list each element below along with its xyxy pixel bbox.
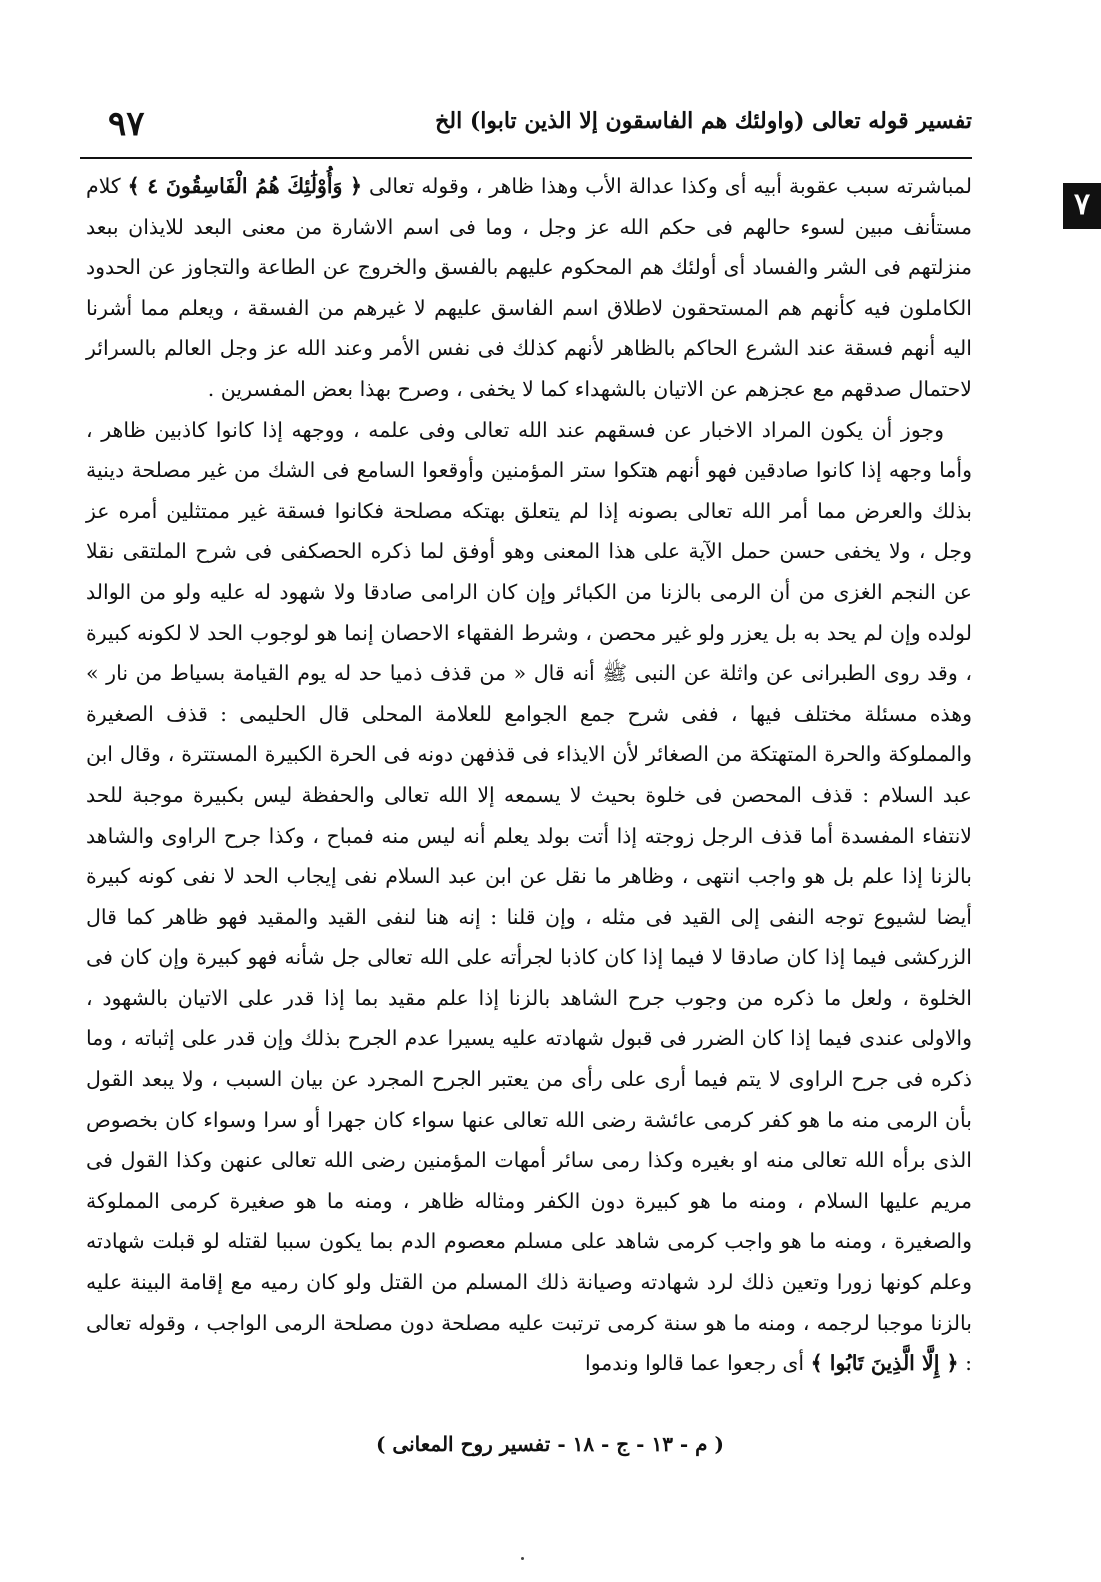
header-title: تفسير قوله تعالى (واولئك هم الفاسقون إلا الذين تابوا) الخ <box>435 108 972 134</box>
chapter-thumb-tab: ٧ <box>1063 183 1101 229</box>
quran-quote: ﴿ إِلَّا الَّذِينَ تَابُوا ﴾ <box>810 1351 959 1376</box>
paragraph-lead: لمباشرته سبب عقوبة أبيه أى وكذا عدالة الأب وهذا ظاهر ، وقوله تعالى <box>362 174 972 198</box>
header-rule <box>80 157 972 159</box>
printer-signature: ( م - ١٣ - ج - ١٨ - تفسير روح المعانى ) <box>376 1432 724 1456</box>
body-text <box>86 166 972 1384</box>
page-number: ٩٧ <box>108 104 145 144</box>
paragraph <box>86 410 972 1384</box>
paragraph <box>86 166 972 410</box>
paragraph-text: وجوز أن يكون المراد الاخبار عن فسقهم عند الله تعالى وفى علمه ، ووجهه إذا كانوا كاذبين ظاهر ، وأما وجهه إذا كانوا صادقين فهو أنهم هتكوا ستر المؤمنين وأوقعوا السامع فى الشك من غير مصلحة دينية بذلك والعرض مما أمر الله تعالى بصونه إذا لم يتعلق بهتكه مصلحة فكانوا فسقة غير ممتثلين أمره عز وجل ، ولا يخفى حسن حمل الآية على هذا المعنى وهو أوفق لما ذكره الحصكفى فى شرح الملتقى نقلا عن النجم الغزى من أن الرمى بالزنا من الكبائر وإن كان الرامى صادقا ولا شهود له عليه ولو من الوالد لولده وإن لم يحد به بل يعزر ولو غير محصن ، وشرط الفقهاء الاحصان إنما هو لوجوب الحد لا لكونه كبيرة ، وقد روى الطبرانى عن واثلة عن النبى ﷺ أنه قال « من قذف ذميا حد له يوم القيامة بسياط من نار » وهذه مسئلة مختلف فيها ، ففى شرح جمع الجوامع للعلامة المحلى قال الحليمى : قذف الصغيرة والمملوكة والحرة المتهتكة من الصغائر لأن الايذاء فى قذفهن دونه فى الحرة الكبيرة المستترة ، وقال ابن عبد السلام : قذف المحصن فى خلوة بحيث لا يسمعه إلا الله تعالى والحفظة ليس بكبيرة موجبة للحد لانتفاء المفسدة أما قذف الرجل زوجته إذا أتت بولد يعلم أنه ليس منه فمباح ، وكذا جرح الراوى والشاهد بالزنا إذا علم بل هو واجب انتهى ، وظاهر ما نقل عن ابن عبد السلام نفى إيجاب الحد لا نفى كونه كبيرة أيضا لشيوع توجه النفى إلى القيد فى مثله ، وإن قلنا : إنه هنا لنفى القيد والمقيد فهو ظاهر كما قال الزركشى فيما إذا كان صادقا لا فيما إذا كان كاذبا لجرأته على الله تعالى جل شأنه فهو كبيرة وإن كان فى الخلوة ، ولعل ما ذكره من وجوب جرح الشاهد بالزنا إذا علم مقيد بما إذا قدر على الاتيان بالشهود ، والاولى عندى فيما إذا كان الضرر فى قبول شهادته عليه يسيرا عدم الجرح بذلك وإن قدر على إثباته ، وما ذكره فى جرح الراوى لا يتم فيما أرى على رأى من يعتبر الجرح المجرد عن بيان السبب ، ولا يبعد القول بأن الرمى منه ما هو كفر كرمى عائشة رضى الله تعالى عنها سواء كان جهرا أو سرا وسواء كان بخصوص الذى برأه الله تعالى منه او بغيره وكذا رمى سائر أمهات المؤمنين رضى الله تعالى عنهن وكذا القول فى مريم عليها السلام ، ومنه ما هو كبيرة دون الكفر ومثاله ظاهر ، ومنه ما هو صغيرة كرمى المملوكة والصغيرة ، ومنه ما هو واجب كرمى شاهد على مسلم معصوم الدم بما يكون سببا لقتله لو قبلت شهادته وعلم كونها زورا وتعين ذلك لرد شهادته وصيانة ذلك المسلم من القتل ولو كان رميه مع إقامة البينة عليه بالزنا موجبا لرجمه ، ومنه ما هو سنة كرمى ترتبت عليه مصلحة دون مصلحة الرمى الواجب ، وقوله تعالى : <box>86 417 972 1376</box>
print-speck <box>521 1557 524 1560</box>
paragraph-rest: كلام مستأنف مبين لسوء حالهم فى حكم الله عز وجل ، وما فى اسم الاشارة من معنى البعد للايذان ببعد منزلتهم فى الشر والفساد أى أولئك هم المحكوم عليهم بالفسق والخروج عن الطاعة والتجاوز عن الحدود الكاملون فيه كأنهم هم المستحقون لاطلاق اسم الفاسق عليهم لا غيرهم من الفسقة ، ويعلم مما أشرنا اليه أنهم فسقة عند الشرع الحاكم بالظاهر لأنهم كذلك فى نفس الأمر وعند الله عز وجل العالم بالسرائر لاحتمال صدقهم مع عجزهم عن الاتيان بالشهداء كما لا يخفى ، وصرح بهذا بعض المفسرين . <box>86 174 972 401</box>
quran-quote: ﴿ وَأُوْلَٰئِكَ هُمُ الْفَاسِقُونَ ٤ ﴾ <box>127 174 363 198</box>
running-header <box>80 104 972 150</box>
paragraph-rest: أى رجعوا عما قالوا وندموا <box>585 1351 811 1376</box>
